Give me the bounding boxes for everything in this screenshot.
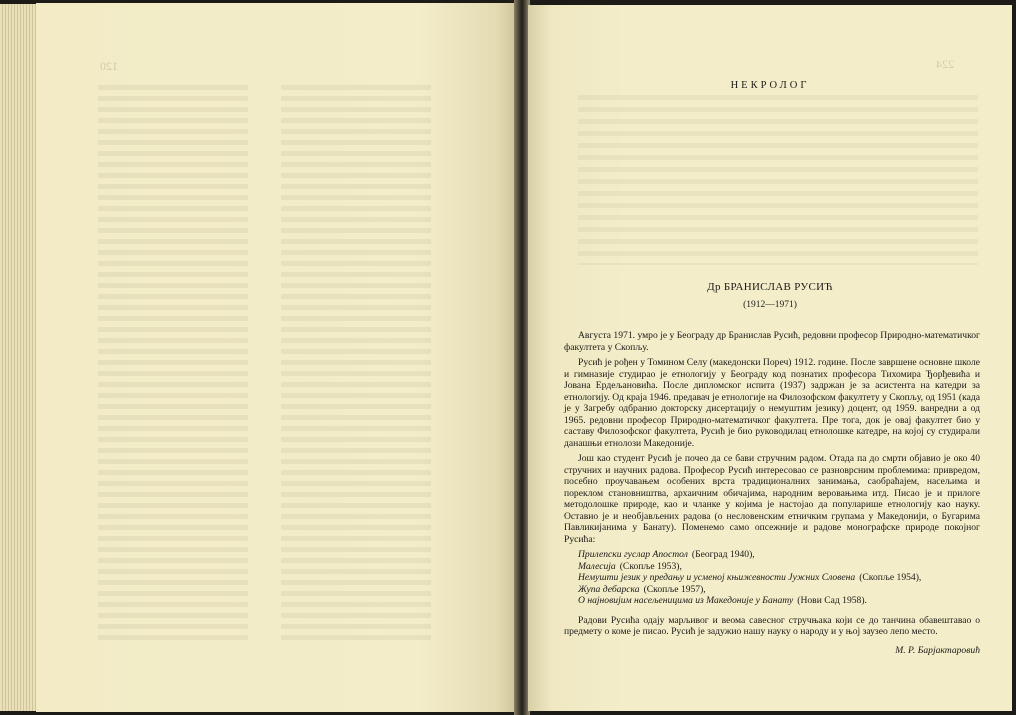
- work-info: (Нови Сад 1958).: [797, 595, 867, 606]
- right-page: [528, 5, 1012, 711]
- paragraph: Још као студент Русић је почео да се бави стручним радом. Отада па до смрти објавио је око 40 стручних и научних радова. Професор Русић интересовао се разноврсним проблемима: привредом, посебно проучавањем особених врста традиционалних занимања, саобраћајем, насељима и пореклом становништва, архаичним обичајима, народним веровањима итд. Писао је и прилоге методолошке природе, као и чланке у којима је настојао да популаришe етнологију као науку. Оставио је и необјављених радова (о несловенским етничким групама у Македонији, о Бугарима Павликијанима у Банату). Поменемо само опсежније и радове монографске природе покојног Русића:: [564, 453, 980, 545]
- bleed-through-text: [578, 95, 978, 265]
- article-body: [564, 330, 980, 642]
- work-item: [564, 572, 980, 584]
- left-page: [36, 3, 516, 712]
- article-years: (1912—1971): [743, 300, 797, 310]
- work-item: [564, 549, 980, 561]
- work-title: Малесија: [578, 560, 616, 572]
- works-list: [564, 549, 980, 607]
- work-item: [564, 561, 980, 573]
- page-edges: [0, 4, 40, 711]
- paragraph: Русић је рођен у Томином Селу (македонски Пореч) 1912. године. После завршене основне школе и гимназије студирао је етнологију у Београду код познатих професора Тихомира Ђорђевића и Јована Ердељановића. После дипломског испита (1937) задржан је за асистента на катедри за етнологију. Од краја 1946. предавач је етнологије на Филозофском факултету у Скопљу, од 1951 (када је у Загребу одбранио докторску дисертацију о немуштим језику) доцент, од 1959. ванредни а од 1965. редовни професор Природно-математичког факултета. Пре тога, док је овај факултет био у саставу Филозофског факултета, Русић је био руководилац етнолошке катедре, на којој су студирали данашњи етнолози Македоније.: [564, 357, 980, 449]
- work-info: (Скопље 1954),: [859, 572, 922, 583]
- work-info: (Скопље 1953),: [619, 560, 682, 572]
- work-info: (Скопље 1957),: [643, 583, 706, 595]
- bleed-through-column-left: [98, 85, 248, 640]
- right-page-number: 224: [936, 57, 954, 71]
- work-item: [564, 584, 980, 596]
- paragraph: Августа 1971. умро је у Београду др Бранислав Русић, редовни професор Природно-математичког факултета у Скопљу.: [564, 330, 980, 353]
- left-page-number: 120: [100, 59, 118, 73]
- closing-paragraph: Радови Русића одају марљивог и веома савесног стручњака који се до танчина обавештавао о предмету о коме је писао. Русић је задужио нашу науку о народу и у њој заузео лепо место.: [564, 614, 980, 637]
- bleed-through-column-right: [281, 85, 431, 640]
- work-info: (Београд 1940),: [691, 549, 755, 560]
- work-title: О најновијим насељеницима из Македоније у Банату: [578, 595, 794, 606]
- work-item: [564, 595, 980, 607]
- author-signature: М. Р. Барјактаровић: [895, 645, 980, 656]
- work-title: Немушти језик у предању и усменој књижевности Јужних Словена: [578, 572, 856, 583]
- article-title: Др БРАНИСЛАВ РУСИЋ: [707, 281, 833, 293]
- section-header: НЕКРОЛОГ: [730, 80, 810, 91]
- work-title: Прилепски гуслар Апостол: [578, 549, 688, 560]
- work-title: Жупа дебарска: [578, 583, 640, 595]
